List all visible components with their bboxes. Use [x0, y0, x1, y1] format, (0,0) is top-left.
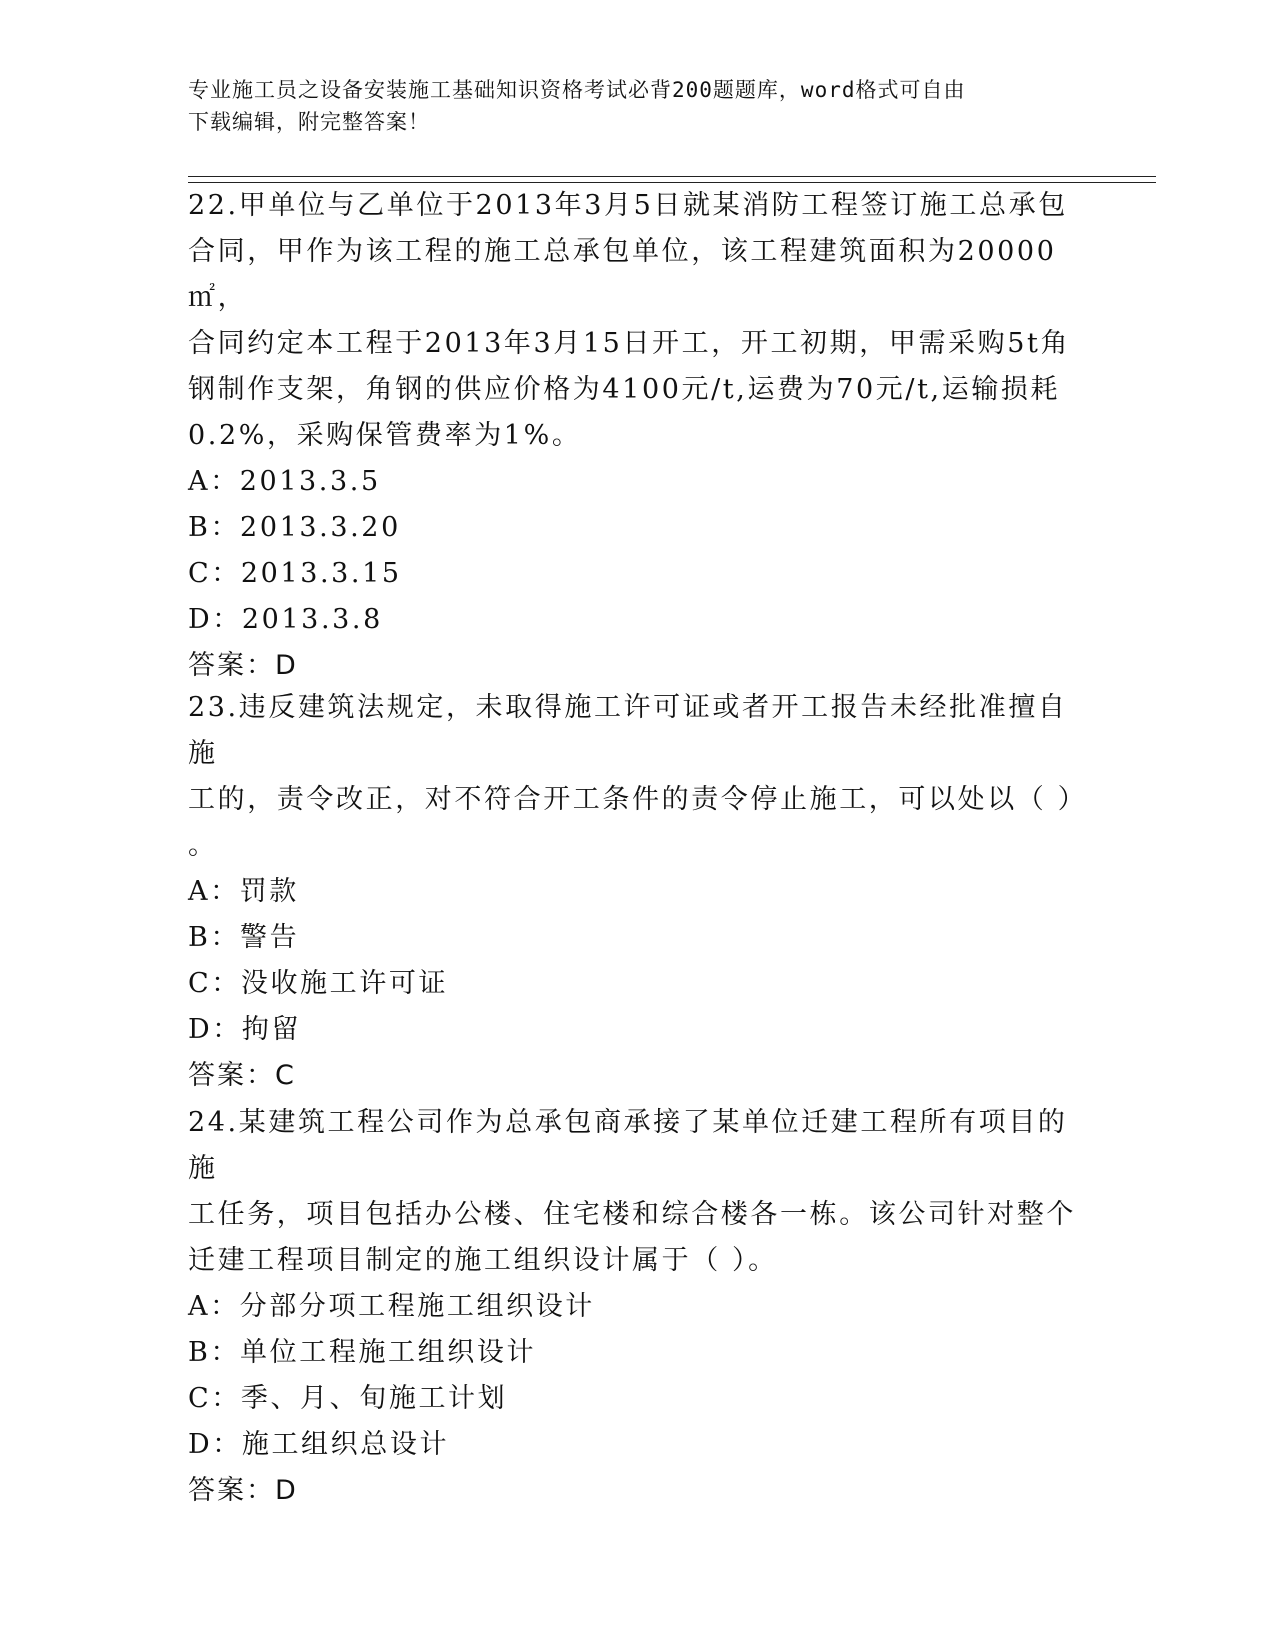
question-line: 22.甲单位与乙单位于2013年3月5日就某消防工程签订施工总承包	[188, 190, 1068, 221]
option-c: C：季、月、旬施工计划	[188, 1383, 508, 1414]
question-line: 。	[188, 830, 218, 861]
question-23	[188, 685, 1088, 1099]
question-line: 合同，甲作为该工程的施工总承包单位，该工程建筑面积为20000㎡，	[188, 236, 1057, 313]
answer: 答案：D	[188, 650, 298, 681]
option-b: B：2013.3.20	[188, 512, 401, 543]
header-line-2: 下载编辑，附完整答案！	[188, 110, 430, 134]
question-line: 迁建工程项目制定的施工组织设计属于（ ）。	[188, 1245, 778, 1276]
question-22	[188, 183, 1078, 689]
option-d: D：2013.3.8	[188, 604, 383, 635]
question-line: 工任务，项目包括办公楼、住宅楼和综合楼各一栋。该公司针对整个	[188, 1199, 1076, 1230]
option-b: B：单位工程施工组织设计	[188, 1337, 537, 1368]
option-a: A：罚款	[188, 876, 299, 907]
question-line: 钢制作支架，角钢的供应价格为4100元/t,运费为70元/t,运输损耗	[188, 374, 1061, 405]
question-24	[188, 1100, 1078, 1514]
header-line-1: 专业施工员之设备安装施工基础知识资格考试必背200题题库，word格式可自由	[188, 78, 966, 102]
option-a: A：2013.3.5	[188, 466, 381, 497]
option-d: D：拘留	[188, 1014, 302, 1045]
option-c: C：2013.3.15	[188, 558, 402, 589]
answer: 答案：D	[188, 1475, 298, 1506]
question-line: 0.2%，采购保管费率为1%。	[188, 420, 582, 451]
question-line: 24.某建筑工程公司作为总承包商承接了某单位迁建工程所有项目的施	[188, 1107, 1068, 1184]
option-d: D：施工组织总设计	[188, 1429, 450, 1460]
document-header	[188, 74, 1068, 138]
question-line: 工的，责令改正，对不符合开工条件的责令停止施工，可以处以（ ）	[188, 784, 1088, 815]
option-b: B：警告	[188, 922, 300, 953]
option-c: C：没收施工许可证	[188, 968, 449, 999]
question-line: 23.违反建筑法规定，未取得施工许可证或者开工报告未经批准擅自施	[188, 692, 1068, 769]
question-line: 合同约定本工程于2013年3月15日开工，开工初期，甲需采购5t角	[188, 328, 1071, 359]
option-a: A：分部分项工程施工组织设计	[188, 1291, 595, 1322]
header-divider-top	[188, 176, 1156, 177]
answer: 答案：C	[188, 1060, 296, 1091]
